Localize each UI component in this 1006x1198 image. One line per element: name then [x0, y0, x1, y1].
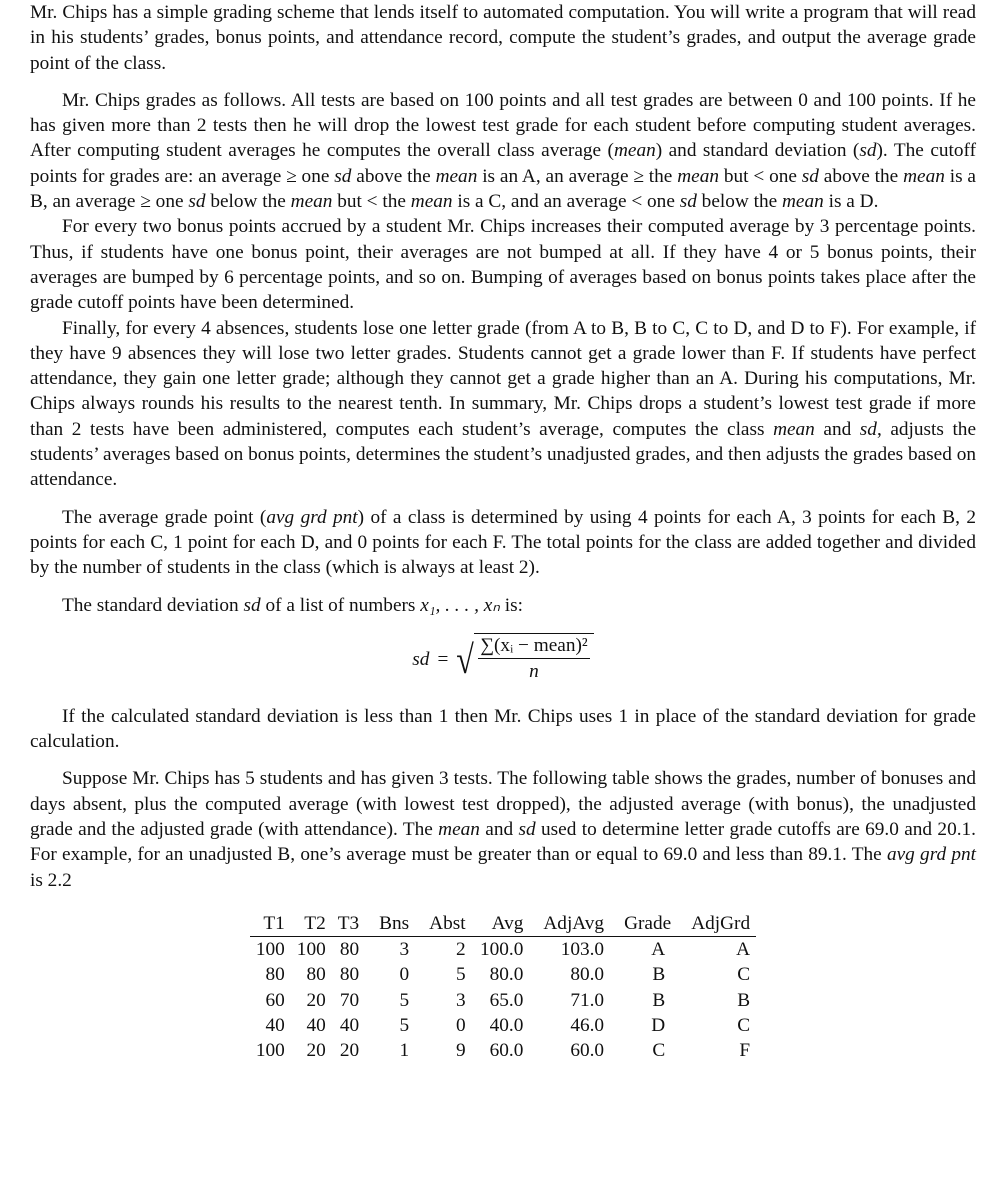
cell: 80	[339, 964, 360, 986]
avg-grade-point-paragraph: The average grade point (avg grd pnt) of a class is determined by using 4 points for each A, 3 points for each B, 2 points for each C, 1 point for each D, and 0 points for each F. The total points for the class are added together and divided by the number of students in the class (which is always at least 2).	[30, 506, 976, 579]
cell: 100	[296, 939, 326, 961]
cell: 60.0	[570, 1039, 605, 1061]
cell: 20	[306, 989, 326, 1011]
sd-formula	[30, 630, 976, 690]
square-root	[454, 633, 593, 687]
cell: C	[737, 1014, 751, 1036]
cell: 60.0	[489, 1039, 524, 1061]
cell: 46.0	[570, 1014, 605, 1036]
header-t3: T3	[332, 911, 365, 937]
grades-table	[250, 911, 756, 1063]
cell: B	[652, 989, 666, 1011]
radical-sign-icon: √	[456, 636, 475, 682]
cell: 40	[265, 1014, 285, 1036]
cell: 40	[339, 1014, 360, 1036]
table-row	[250, 937, 756, 963]
header-grade: Grade	[610, 911, 677, 937]
table-row	[250, 962, 756, 987]
cell: 100	[255, 1039, 285, 1061]
cell: 9	[455, 1039, 466, 1061]
sd-floor-paragraph: If the calculated standard deviation is less than 1 then Mr. Chips uses 1 in place of the standard deviation for grade calculation.	[30, 705, 976, 753]
cell: 80	[265, 964, 285, 986]
header-avg: Avg	[472, 911, 530, 937]
header-bns: Bns	[365, 911, 415, 937]
formula-fraction	[474, 633, 593, 687]
cell: 3	[399, 939, 410, 961]
cell: 65.0	[489, 989, 524, 1011]
table-row	[250, 1013, 756, 1038]
cell: 80.0	[489, 964, 524, 986]
cell: 3	[455, 989, 466, 1011]
intro-paragraph: Mr. Chips has a simple grading scheme that lends itself to automated computation. You will write a program that will read in his students’ grades, bonus points, and attendance record, compute the student’s grades, and output the average grade point of the class.	[30, 2, 976, 74]
formula-numerator: ∑(xᵢ − mean)²	[478, 634, 589, 659]
cell: 40.0	[489, 1014, 524, 1036]
cell: 0	[455, 1014, 466, 1036]
grading-paragraph: Mr. Chips grades as follows. All tests are based on 100 points and all test grades are between 0 and 100 points. If he has given more than 2 tests then he will drop the lowest test grade for each student before computing student averages. After computing student averages he computes the overall class average (mean) and standard deviation (sd). The cutoff points for grades are: an average ≥ one sd above the mean is an A, an average ≥ the mean but < one sd above the mean is a B, an average ≥ one sd below the mean but < the mean is a C, and an average < one sd below the mean is a D.	[30, 89, 977, 213]
formula-lhs: sd	[412, 649, 430, 671]
cell: 71.0	[570, 989, 605, 1011]
cell: 20	[306, 1039, 326, 1061]
example-paragraph: Suppose Mr. Chips has 5 students and has given 3 tests. The following table shows the grades, number of bonuses and days absent, plus the computed average (with lowest test dropped), the adjusted average (with bonus), the unadjusted grade and the adjusted grade (with attendance). The mean and sd used to determine letter grade cutoffs are 69.0 and 20.1. For example, for an unadjusted B, one’s average must be greater than or equal to 69.0 and less than 89.1. The avg grd pnt is 2.2	[30, 768, 977, 891]
formula-denominator: n	[529, 660, 539, 682]
cell: C	[652, 1039, 666, 1061]
cell: B	[652, 964, 666, 986]
cell: A	[736, 939, 751, 961]
cell: 5	[399, 1014, 410, 1036]
header-t1: T1	[250, 911, 291, 937]
table-row	[250, 988, 756, 1013]
bonus-paragraph: For every two bonus points accrued by a student Mr. Chips increases their computed average by 3 percentage points. Thus, if students have one bonus point, their averages are not bumped at all. If they have 4 or 5 bonus points, their averages are bumped by 6 percentage points, and so on. Bumping of averages based on bonus points takes place after the grade cutoff points have been determined.	[30, 216, 976, 314]
cell: 80.0	[570, 964, 605, 986]
cell: 100.0	[479, 939, 524, 961]
cell: 80	[306, 964, 326, 986]
cell: 100	[255, 939, 285, 961]
cell: 70	[339, 989, 360, 1011]
cell: C	[737, 964, 751, 986]
header-adjavg: AdjAvg	[529, 911, 610, 937]
cell: 60	[265, 989, 285, 1011]
cell: 5	[455, 964, 466, 986]
cell: A	[651, 939, 666, 961]
cell: 103.0	[560, 939, 605, 961]
cell: 2	[455, 939, 466, 961]
header-t2: T2	[291, 911, 332, 937]
cell: 5	[399, 989, 410, 1011]
cell: 40	[306, 1014, 326, 1036]
sd-intro-paragraph: The standard deviation sd of a list of numbers x₁, . . . , xₙ is:	[62, 594, 524, 616]
header-adjgrd: AdjGrd	[677, 911, 756, 937]
header-abst: Abst	[415, 911, 471, 937]
cell: D	[651, 1014, 666, 1036]
cell: 0	[399, 964, 410, 986]
attendance-paragraph: Finally, for every 4 absences, students lose one letter grade (from A to B, B to C, C to D, and D to F). For example, if they have 9 absences they will lose two letter grades. Students cannot get a grade lower than F. If students have perfect attendance, they gain one letter grade; although they cannot get a grade higher than an A. During his computations, Mr. Chips always rounds his results to the nearest tenth. In summary, Mr. Chips drops a student’s lowest test grade if more than 2 tests have been administered, computes each student’s average, computes the class mean and sd, adjusts the students’ averages based on bonus points, determines the student’s unadjusted grades, and then adjusts the grades based on attendance.	[30, 317, 977, 491]
table-header-row	[250, 911, 756, 937]
cell: 1	[399, 1039, 410, 1061]
table-row	[250, 1038, 756, 1063]
cell: B	[737, 989, 751, 1011]
cell: 80	[339, 939, 360, 961]
formula-equals: =	[437, 649, 449, 671]
cell: F	[739, 1039, 751, 1061]
cell: 20	[339, 1039, 360, 1061]
